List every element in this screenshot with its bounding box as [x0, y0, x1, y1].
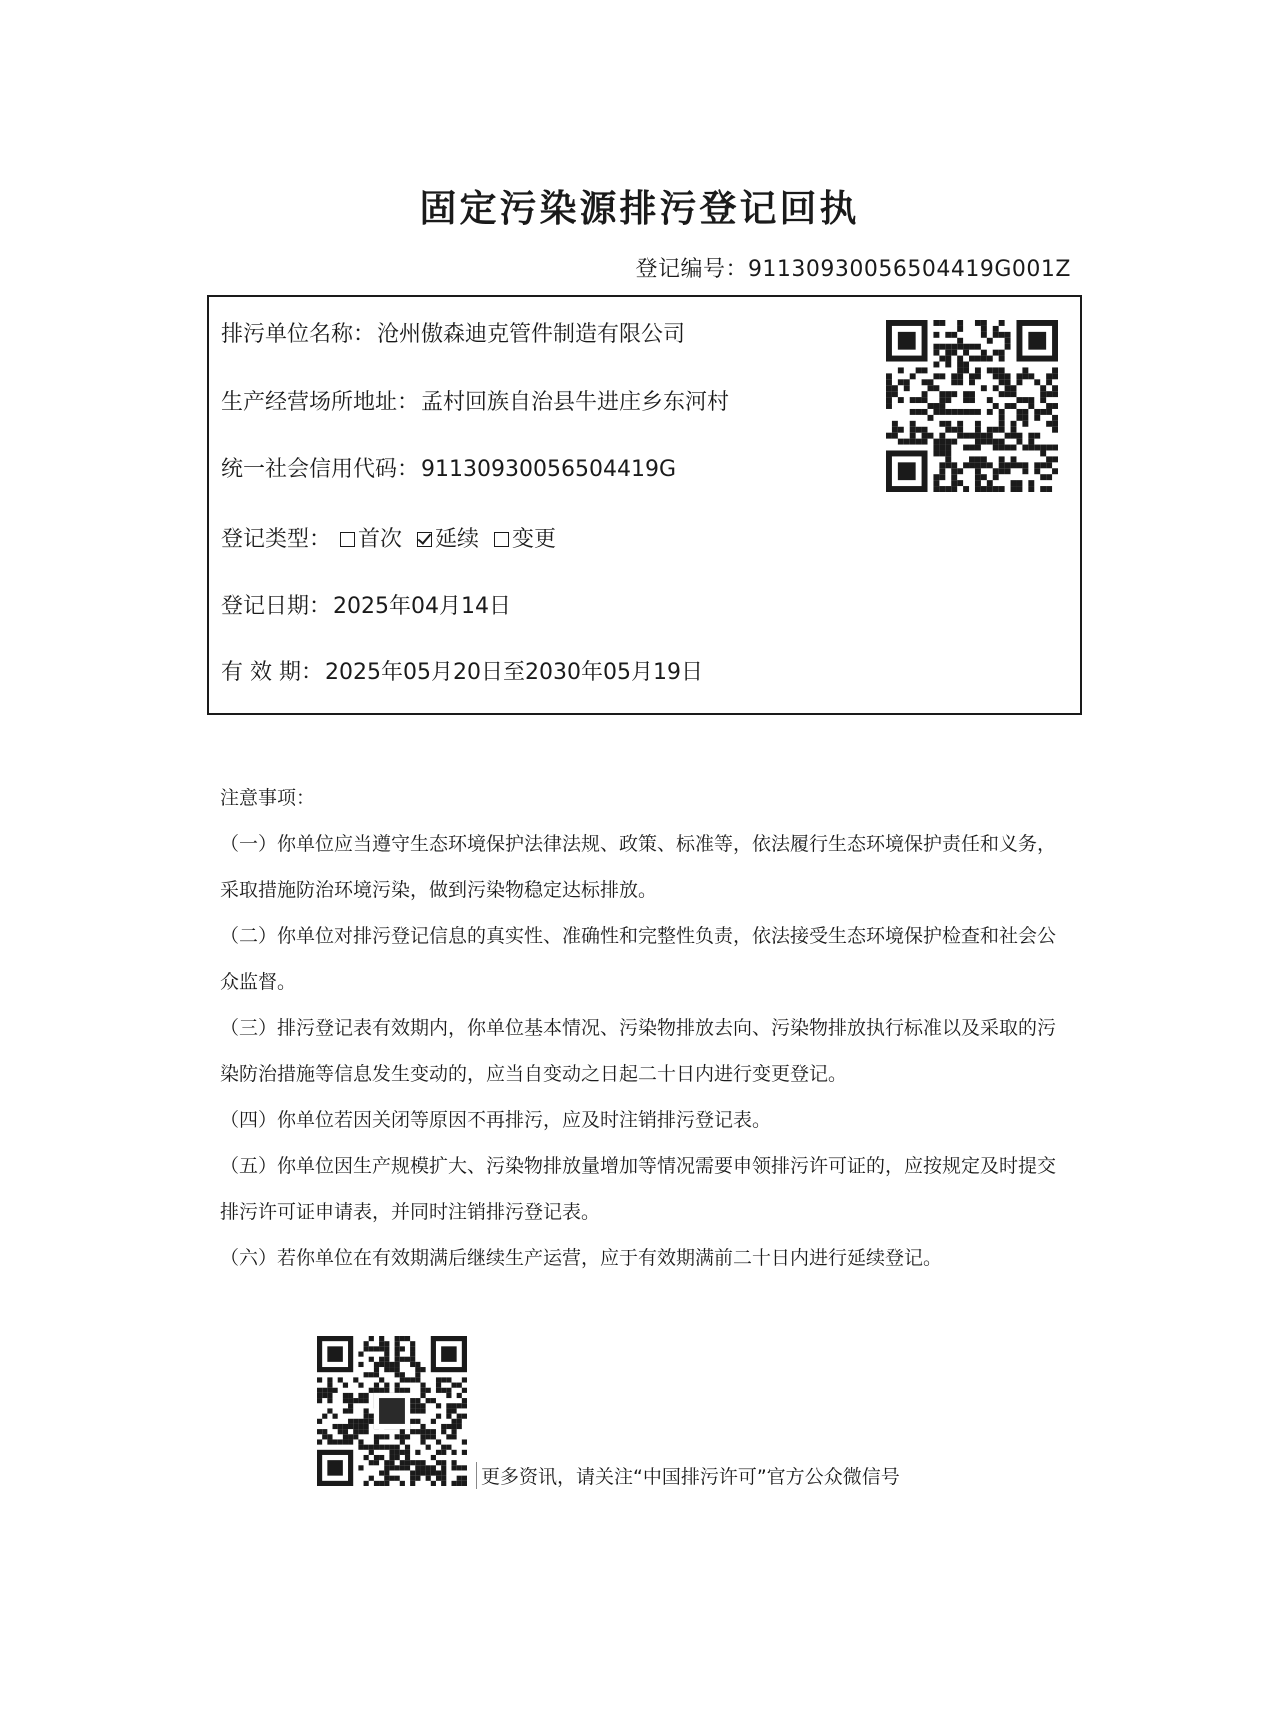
- validity-row: [221, 655, 703, 686]
- registration-type-label: 登记类型：: [221, 527, 332, 552]
- notice-item: （六）若你单位在有效期满后继续生产运营，应于有效期满前二十日内进行延续登记。: [220, 1247, 943, 1269]
- notice-item: （二）你单位对排污登记信息的真实性、准确性和完整性负责，依法接受生态环境保护检查和社会公众监督。: [220, 925, 1057, 993]
- notice-item: （一）你单位应当遵守生态环境保护法律法规、政策、标准等，依法履行生态环境保护责任和义务，采取措施防治环境污染，做到污染物稳定达标排放。: [220, 833, 1057, 901]
- document-title: 固定污染源排污登记回执: [419, 187, 860, 230]
- checkbox-checked-icon: [417, 532, 432, 547]
- registration-number: 登记编号：91130930056504419G001Z: [635, 257, 1071, 282]
- unit-name-row: [221, 317, 685, 348]
- unit-name-value: 沧州傲森迪克管件制造有限公司: [377, 322, 686, 347]
- registration-type-row: [221, 522, 562, 553]
- reg-type-change: 变更: [492, 527, 556, 552]
- unit-name-label: 排污单位名称：: [221, 322, 376, 347]
- validity-value: 2025年05月20日至2030年05月19日: [325, 660, 703, 685]
- validity-label: 有 效 期：: [221, 660, 323, 685]
- registration-date-value: 2025年04月14日: [333, 594, 511, 619]
- notice-heading: 注意事项：: [220, 787, 316, 809]
- address-row: [221, 385, 729, 416]
- reg-type-renewal: 延续: [415, 527, 479, 552]
- credit-code-label: 统一社会信用代码：: [221, 457, 420, 482]
- qr-code-icon: [884, 320, 1060, 492]
- notice-item: （三）排污登记表有效期内，你单位基本情况、污染物排放去向、污染物排放执行标准以及采取的污染防治措施等信息发生变动的，应当自变动之日起二十日内进行变更登记。: [220, 1017, 1057, 1085]
- address-value: 孟村回族自治县牛进庄乡东河村: [421, 390, 730, 415]
- address-label: 生产经营场所地址：: [221, 390, 420, 415]
- credit-code-row: [221, 452, 676, 483]
- registration-date-label: 登记日期：: [221, 594, 332, 619]
- wechat-qr-code-icon: [316, 1336, 468, 1486]
- reg-type-first: 首次: [338, 527, 402, 552]
- registration-date-row: [221, 589, 511, 620]
- credit-code-value: 91130930056504419G: [421, 457, 677, 482]
- checkbox-unchecked-icon: [494, 532, 509, 547]
- checkbox-unchecked-icon: [340, 532, 355, 547]
- footer-wechat-note: 更多资讯，请关注“中国排污许可”官方公众微信号: [476, 1462, 900, 1489]
- notice-item: （五）你单位因生产规模扩大、污染物排放量增加等情况需要申领排污许可证的，应按规定及时提交排污许可证申请表，并同时注销排污登记表。: [220, 1155, 1057, 1223]
- notice-item: （四）你单位若因关闭等原因不再排污，应及时注销排污登记表。: [220, 1109, 772, 1131]
- notice-section: [220, 775, 1070, 1281]
